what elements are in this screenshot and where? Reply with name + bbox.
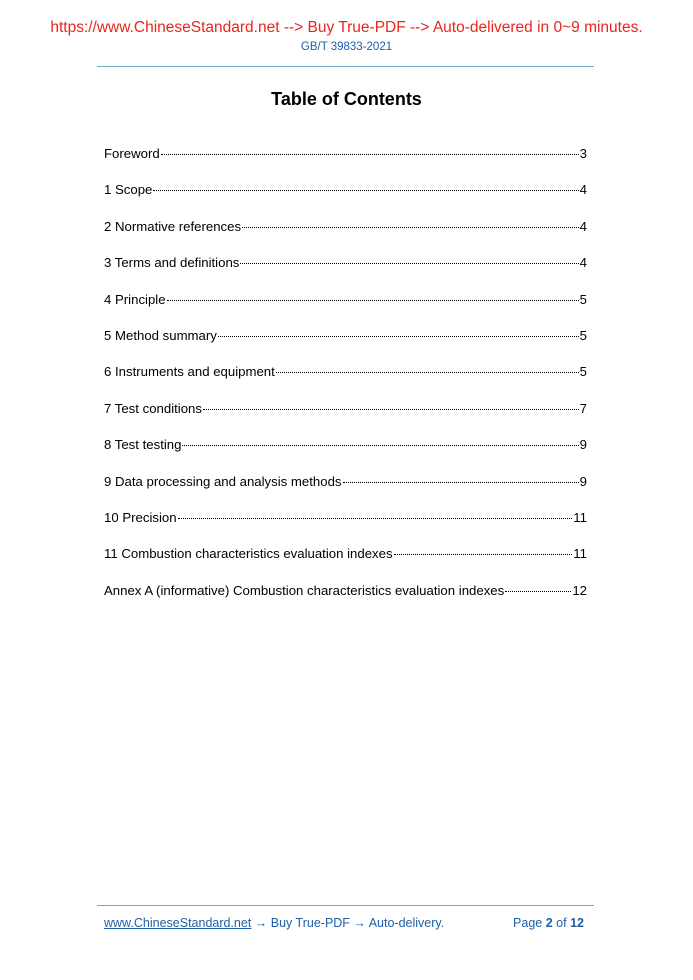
toc-entry[interactable] [104, 291, 587, 327]
page-footer [104, 916, 584, 930]
toc-entry-page: 4 [579, 182, 587, 198]
toc-entry-page: 5 [579, 327, 587, 343]
toc-entry-label: 2 Normative references [104, 218, 242, 234]
toc-entry-page: 4 [579, 255, 587, 271]
total-page-count: 12 [570, 916, 584, 930]
toc-entry-page: 9 [579, 437, 587, 453]
toc-entry-page: 7 [579, 400, 587, 416]
toc-entry[interactable] [104, 145, 587, 181]
header-divider [97, 66, 594, 67]
footer-promo [104, 916, 444, 930]
toc-entry-page: 5 [579, 364, 587, 380]
toc-entry[interactable] [104, 327, 587, 363]
toc-entry[interactable] [104, 509, 587, 545]
toc-entry[interactable] [104, 545, 587, 581]
toc-entry-page: 5 [579, 291, 587, 307]
toc-entry-label: 5 Method summary [104, 327, 217, 343]
toc-entry-label: Foreword [104, 146, 160, 161]
toc-entry-label: 3 Terms and definitions [104, 255, 240, 271]
toc-leader [394, 554, 573, 555]
toc-entry-label: 10 Precision [104, 509, 177, 525]
of-word: of [556, 916, 567, 930]
toc-leader [240, 263, 578, 264]
promo-banner[interactable]: https://www.ChineseStandard.net --> Buy True-PDF --> Auto-delivered in 0~9 minutes. [50, 19, 643, 36]
toc-title: Table of Contents [271, 89, 422, 109]
toc-entry[interactable] [104, 473, 587, 509]
toc-leader [343, 482, 579, 483]
toc-entry-label: Annex A (informative) Combustion characteristics evaluation indexes [104, 582, 505, 598]
toc-entry-page: 4 [579, 218, 587, 234]
toc-entry-label: 6 Instruments and equipment [104, 364, 275, 380]
toc-leader [242, 227, 579, 228]
toc-entry[interactable] [104, 181, 587, 217]
toc-entry-label: 1 Scope [104, 182, 153, 198]
toc-list [104, 145, 587, 618]
toc-leader [505, 591, 571, 592]
toc-entry-page: 11 [573, 546, 587, 562]
toc-leader [203, 409, 579, 410]
toc-leader [178, 518, 573, 519]
footer-divider [97, 905, 594, 906]
toc-leader [153, 190, 578, 191]
toc-entry[interactable] [104, 436, 587, 472]
toc-entry-page: 11 [573, 509, 587, 525]
toc-entry[interactable] [104, 218, 587, 254]
toc-leader [182, 445, 578, 446]
toc-entry-page: 9 [579, 473, 587, 489]
page-word: Page [513, 916, 543, 930]
toc-entry-label: 11 Combustion characteristics evaluation indexes [104, 546, 393, 562]
current-page-number: 2 [545, 916, 553, 930]
page-indicator [513, 916, 584, 930]
toc-leader [161, 154, 579, 155]
toc-entry-page: 12 [572, 582, 587, 598]
toc-entry[interactable] [104, 400, 587, 436]
toc-entry-label: 4 Principle [104, 291, 166, 307]
toc-leader [167, 300, 579, 301]
toc-leader [218, 336, 579, 337]
toc-entry-label: 8 Test testing [104, 437, 182, 453]
document-code: GB/T 39833-2021 [300, 41, 393, 53]
toc-entry-page: 3 [579, 146, 587, 161]
toc-entry-label: 7 Test conditions [104, 400, 202, 416]
site-link[interactable]: www.ChineseStandard.net [104, 916, 252, 930]
toc-entry-label: 9 Data processing and analysis methods [104, 473, 342, 489]
toc-entry[interactable] [104, 254, 587, 290]
toc-leader [276, 372, 579, 373]
toc-entry[interactable] [104, 363, 587, 399]
footer-tagline: → Buy True-PDF → Auto-delivery. [251, 916, 445, 930]
toc-entry[interactable] [104, 582, 587, 618]
